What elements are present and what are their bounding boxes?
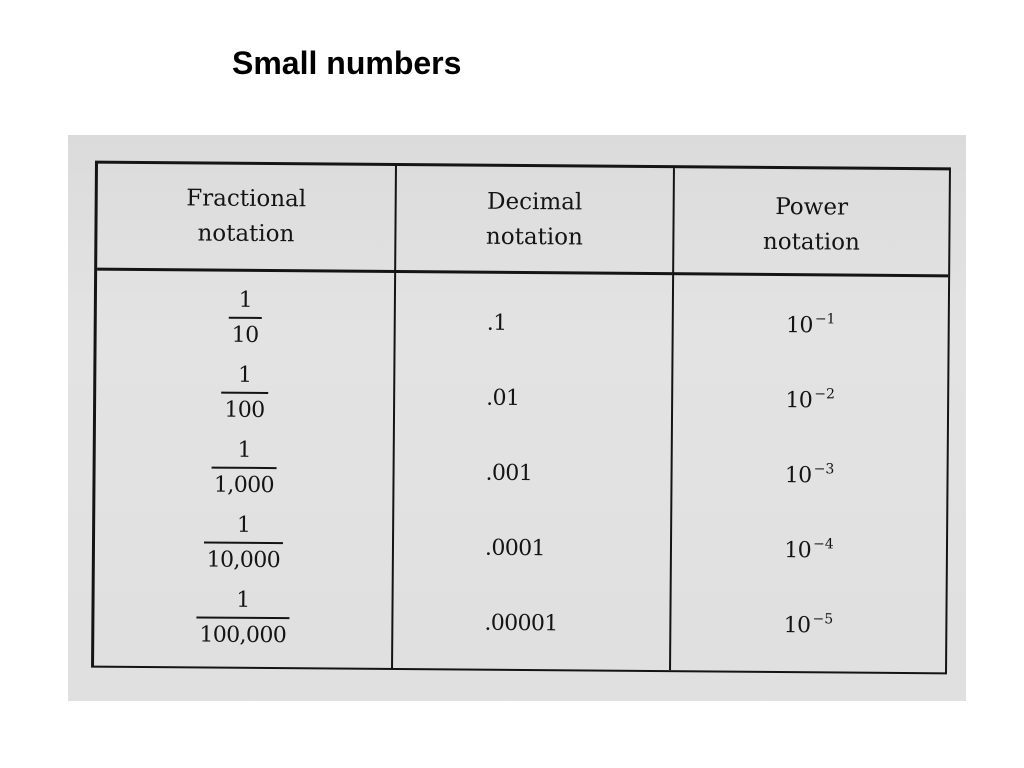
- header-fractional-notation: [97, 164, 395, 270]
- fraction-numerator: 1: [237, 437, 252, 463]
- power-cell: [672, 434, 947, 511]
- fraction: [229, 287, 262, 350]
- decimal-cell: [484, 583, 558, 659]
- fraction-numerator: 1: [238, 362, 252, 388]
- header-power-notation: [674, 168, 949, 274]
- fraction-cell: [96, 355, 394, 432]
- decimal-value: .01: [486, 385, 520, 411]
- power-cell: [672, 509, 947, 586]
- power-exponent: −5: [812, 610, 834, 627]
- power-exponent: −1: [814, 310, 836, 327]
- decimal-cell: [486, 283, 506, 358]
- power-exponent: −2: [814, 385, 835, 402]
- power-value: [784, 612, 834, 640]
- fraction-numerator: 1: [236, 587, 250, 613]
- notation-table: [91, 161, 951, 675]
- fraction: [196, 586, 289, 650]
- header-line: notation: [485, 223, 583, 251]
- fraction-denominator: 10,000: [204, 542, 284, 576]
- decimal-cell: [485, 433, 532, 508]
- decimal-value: .00001: [484, 610, 558, 636]
- header-line: notation: [197, 220, 295, 248]
- header-line: Power: [775, 193, 849, 221]
- header-line: Fractional: [186, 185, 307, 213]
- table-row: [94, 580, 946, 662]
- fraction-cell: [95, 430, 393, 507]
- fraction-cell: [94, 580, 392, 657]
- fraction-numerator: 1: [238, 287, 253, 313]
- power-value: [785, 462, 835, 490]
- header-line: Decimal: [486, 188, 583, 216]
- fraction: [221, 362, 268, 425]
- decimal-value: .0001: [484, 535, 546, 561]
- power-base: 10: [784, 462, 812, 488]
- table-row: [95, 430, 947, 512]
- fraction-denominator: 10: [229, 317, 262, 350]
- power-value: [785, 387, 835, 415]
- fraction-numerator: 1: [236, 512, 251, 538]
- decimal-cell: [486, 358, 520, 433]
- decimal-value: .1: [486, 310, 507, 336]
- decimal-cell: [485, 508, 546, 583]
- decimal-value: .001: [485, 460, 533, 486]
- power-cell: [673, 284, 948, 361]
- power-exponent: −3: [813, 460, 835, 477]
- power-base: 10: [783, 612, 811, 638]
- power-exponent: −4: [813, 535, 834, 552]
- fraction-denominator: 100,000: [196, 616, 289, 650]
- scanned-table-image: [68, 135, 966, 701]
- header-decimal-notation: [396, 166, 673, 272]
- fraction: [211, 437, 277, 501]
- power-value: [784, 537, 834, 565]
- table-row: [96, 280, 948, 362]
- power-cell: [673, 359, 948, 436]
- power-base: 10: [785, 387, 813, 413]
- power-cell: [671, 584, 946, 661]
- fraction-cell: [95, 505, 393, 582]
- table-row: [95, 505, 947, 587]
- fraction-denominator: 1,000: [211, 467, 277, 501]
- table-row: [96, 355, 948, 437]
- fraction: [204, 512, 284, 576]
- header-line: notation: [762, 228, 860, 256]
- power-value: [786, 312, 836, 340]
- slide-title: Small numbers: [232, 45, 462, 81]
- fraction-cell: [96, 280, 394, 357]
- power-base: 10: [785, 312, 813, 338]
- power-base: 10: [784, 537, 812, 563]
- fraction-denominator: 100: [221, 392, 267, 425]
